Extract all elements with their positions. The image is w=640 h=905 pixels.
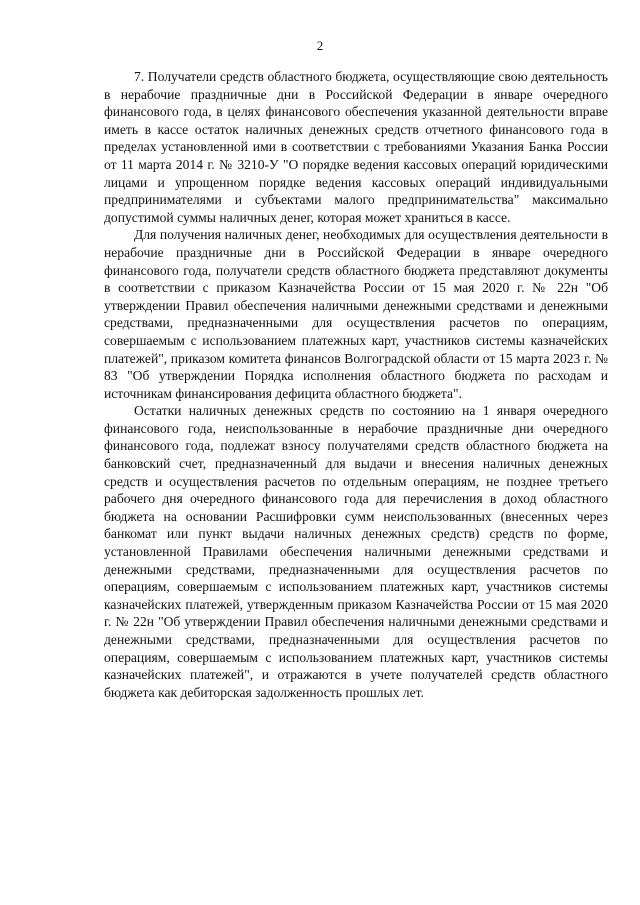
page-number: 2 [316,38,324,53]
paragraph-cash-receipt-procedure: Для получения наличных денег, необходимых для осуществления деятельности в нерабочие праздничные дни в Российской Федерации в январе очередного финансового года, получатели средств областного бюджета представляют документы в соответствии с приказом Казначейства России от 15 мая 2020 г. № 22н "Об утверждении Правил обеспечения наличными денежными средствами и денежными средствами, предназначенными для осуществления расчетов по операциям, совершаемым с использованием платежных карт, участников системы казначейских платежей", приказом комитета финансов Волгоградской области от 15 марта 2023 г. № 83 "Об утверждении Порядка исполнения областного бюджета по расходам и источникам финансирования дефицита областного бюджета". [104,227,608,401]
document-body [104,68,608,701]
paragraph-unused-cash-remainder: Остатки наличных денежных средств по состоянию на 1 января очередного финансового года, неиспользованные в нерабочие праздничные дни очередного финансового года, подлежат взносу получателями средств областного бюджета на банковский счет, предназначенный для выдачи и внесения наличных денежных средств и осуществления расчетов по отдельным операциям, не позднее третьего рабочего дня очередного финансового года для перечисления в доход областного бюджета на основании Расшифровки сумм неиспользованных (внесенных через банкомат или пункт выдачи наличных денежных средств) средств по форме, установленной Правилами обеспечения наличными денежными средствами и денежными средствами, предназначенными для осуществления расчетов по операциям, совершаемым с использованием платежных карт, участников системы казначейских платежей, утвержденным приказом Казначейства России от 15 мая 2020 г. № 22н "Об утверждении Правил обеспечения наличными денежными средствами и денежными средствами, предназначенными для осуществления расчетов по операциям, совершаемым с использованием платежных карт, участников системы казначейских платежей", и отражаются в учете получателей средств областного бюджета как дебиторская задолженность прошлых лет. [104,403,608,700]
paragraph-item-7-cash-balance: 7. Получатели средств областного бюджета, осуществляющие свою деятельность в нерабочие праздничные дни в Российской Федерации в январе очередного финансового года, в целях финансового обеспечения указанной деятельности вправе иметь в кассе остаток наличных денежных средств отчетного финансового года в пределах установленной ими в соответствии с требованиями Указания Банка России от 11 марта 2014 г. № 3210-У "О порядке ведения кассовых операций юридическими лицами и упрощенном порядке ведения кассовых операций индивидуальными предпринимателями и субъектами малого предпринимательства" максимально допустимой суммы наличных денег, которая может храниться в кассе. [104,69,608,225]
